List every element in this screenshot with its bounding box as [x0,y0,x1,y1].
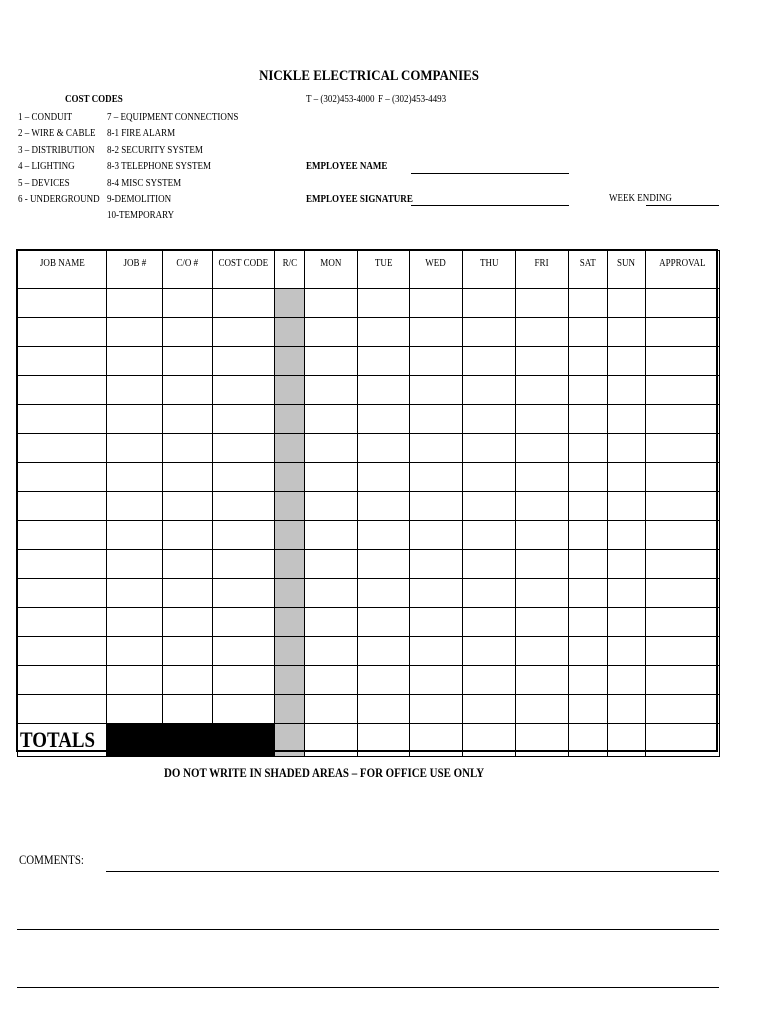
table-cell[interactable] [463,405,516,434]
table-cell[interactable] [646,550,720,579]
table-cell[interactable] [213,608,275,637]
table-cell[interactable] [646,637,720,666]
table-cell[interactable] [569,695,608,724]
table-cell[interactable] [608,579,646,608]
table-cell[interactable] [608,405,646,434]
table-cell[interactable] [516,463,569,492]
table-cell[interactable] [410,521,463,550]
totals-cell[interactable] [305,724,358,757]
table-cell[interactable] [213,347,275,376]
table-cell[interactable] [358,637,410,666]
employee-name-field[interactable] [411,173,569,174]
table-cell[interactable] [358,492,410,521]
table-cell[interactable] [646,376,720,405]
table-cell[interactable] [569,492,608,521]
table-cell [275,463,305,492]
table-cell[interactable] [305,376,358,405]
table-cell[interactable] [608,666,646,695]
table-cell[interactable] [213,434,275,463]
table-cell[interactable] [646,347,720,376]
table-cell[interactable] [410,289,463,318]
table-cell[interactable] [410,434,463,463]
table-cell[interactable] [410,405,463,434]
comments-label: COMMENTS: [19,852,84,867]
table-cell[interactable] [107,695,163,724]
table-cell[interactable] [107,608,163,637]
cost-code-item: 9-DEMOLITION [107,193,172,205]
table-cell[interactable] [608,608,646,637]
employee-signature-label: EMPLOYEE SIGNATURE [306,193,413,205]
cost-code-item: 3 – DISTRIBUTION [18,143,95,156]
cost-codes-title: COST CODES [65,93,123,105]
fax-number: F – (302)453-4493 [378,93,447,105]
table-cell[interactable] [107,289,163,318]
table-cell [275,492,305,521]
totals-cell[interactable] [358,724,410,757]
table-cell[interactable] [213,579,275,608]
table-cell[interactable] [18,434,107,463]
table-cell[interactable] [18,695,107,724]
office-use-notice: DO NOT WRITE IN SHADED AREAS – FOR OFFICE USE ONLY [164,765,485,780]
table-cell[interactable] [516,376,569,405]
table-cell[interactable] [646,463,720,492]
totals-row [18,724,720,757]
table-cell[interactable] [569,405,608,434]
table-cell[interactable] [569,579,608,608]
table-cell[interactable] [516,289,569,318]
table-cell[interactable] [516,608,569,637]
column-header: JOB NAME [18,251,107,289]
table-cell[interactable] [163,521,213,550]
table-cell[interactable] [569,434,608,463]
table-cell[interactable] [107,637,163,666]
table-cell[interactable] [608,492,646,521]
comments-line-1[interactable] [106,871,719,872]
table-cell[interactable] [358,376,410,405]
table-cell[interactable] [305,695,358,724]
table-cell[interactable] [107,405,163,434]
table-cell[interactable] [305,550,358,579]
table-cell[interactable] [608,318,646,347]
table-cell[interactable] [358,347,410,376]
totals-cell[interactable] [463,724,516,757]
table-cell[interactable] [608,434,646,463]
table-cell [275,666,305,695]
table-cell[interactable] [410,608,463,637]
table-cell[interactable] [608,550,646,579]
table-cell[interactable] [107,318,163,347]
totals-cell[interactable] [608,724,646,757]
table-cell[interactable] [516,666,569,695]
table-cell[interactable] [463,318,516,347]
phone-number: T – (302)453-4000 [306,93,375,105]
table-cell[interactable] [18,637,107,666]
table-cell[interactable] [569,637,608,666]
table-cell[interactable] [358,434,410,463]
table-cell[interactable] [358,550,410,579]
table-cell[interactable] [516,318,569,347]
table-cell[interactable] [569,376,608,405]
table-cell [275,405,305,434]
table-cell[interactable] [410,550,463,579]
table-cell[interactable] [163,695,213,724]
table-cell[interactable] [305,463,358,492]
table-row [18,637,720,666]
table-cell[interactable] [410,347,463,376]
table-cell[interactable] [646,405,720,434]
table-cell[interactable] [646,695,720,724]
table-cell[interactable] [608,521,646,550]
table-cell[interactable] [163,347,213,376]
table-row [18,376,720,405]
table-cell[interactable] [463,434,516,463]
table-cell[interactable] [213,637,275,666]
column-header: FRI [516,251,569,289]
timesheet-table [17,250,720,757]
table-cell[interactable] [410,695,463,724]
table-cell[interactable] [163,637,213,666]
column-header: SAT [569,251,608,289]
comments-line-2[interactable] [17,929,719,930]
table-cell[interactable] [569,521,608,550]
table-cell [275,376,305,405]
table-cell[interactable] [213,318,275,347]
column-header: WED [410,251,463,289]
cost-code-item: 6 - UNDERGROUND [18,193,100,205]
table-cell[interactable] [516,405,569,434]
table-cell[interactable] [646,608,720,637]
column-header: COST CODE [213,251,275,289]
table-cell [275,521,305,550]
table-cell[interactable] [516,434,569,463]
table-header-row [18,251,720,289]
table-cell[interactable] [213,666,275,695]
table-cell[interactable] [463,608,516,637]
table-cell[interactable] [163,463,213,492]
week-ending-field[interactable] [646,205,719,206]
comments-line-3[interactable] [17,987,719,988]
table-cell[interactable] [107,434,163,463]
table-cell[interactable] [358,318,410,347]
table-cell[interactable] [608,463,646,492]
table-cell[interactable] [516,550,569,579]
table-cell[interactable] [569,289,608,318]
table-cell[interactable] [107,492,163,521]
table-cell[interactable] [305,637,358,666]
table-cell[interactable] [305,347,358,376]
table-cell [275,434,305,463]
table-cell[interactable] [569,463,608,492]
table-cell[interactable] [213,695,275,724]
table-cell[interactable] [463,637,516,666]
table-cell[interactable] [163,492,213,521]
table-cell[interactable] [463,579,516,608]
table-cell[interactable] [18,463,107,492]
table-cell[interactable] [358,666,410,695]
table-cell[interactable] [358,405,410,434]
table-cell[interactable] [107,521,163,550]
column-header: MON [305,251,358,289]
table-row [18,289,720,318]
table-cell[interactable] [608,289,646,318]
cost-code-item: 10-TEMPORARY [107,209,175,222]
week-ending-label: WEEK ENDING [609,192,672,204]
table-row [18,608,720,637]
table-cell[interactable] [305,608,358,637]
table-cell[interactable] [463,666,516,695]
table-cell [275,347,305,376]
table-cell[interactable] [608,637,646,666]
table-cell[interactable] [213,405,275,434]
table-cell[interactable] [516,347,569,376]
table-cell[interactable] [358,289,410,318]
table-cell[interactable] [18,550,107,579]
table-cell[interactable] [608,347,646,376]
table-cell[interactable] [163,434,213,463]
cost-code-item: 4 – LIGHTING [18,160,75,173]
table-cell[interactable] [213,289,275,318]
table-cell[interactable] [163,318,213,347]
table-cell[interactable] [18,521,107,550]
table-cell[interactable] [305,289,358,318]
column-header: TUE [358,251,410,289]
table-cell[interactable] [463,376,516,405]
table-cell[interactable] [163,289,213,318]
table-cell [275,550,305,579]
table-cell[interactable] [646,521,720,550]
table-cell[interactable] [516,492,569,521]
table-cell[interactable] [608,376,646,405]
totals-cell[interactable] [410,724,463,757]
table-cell[interactable] [163,376,213,405]
table-cell[interactable] [305,579,358,608]
table-cell[interactable] [358,579,410,608]
employee-signature-field[interactable] [411,205,569,206]
table-cell[interactable] [410,376,463,405]
table-cell[interactable] [463,463,516,492]
employee-name-label: EMPLOYEE NAME [306,160,388,172]
table-cell [275,608,305,637]
cost-code-item: 2 – WIRE & CABLE [18,127,96,140]
table-cell[interactable] [516,695,569,724]
table-cell[interactable] [18,376,107,405]
column-header: JOB # [107,251,163,289]
table-row [18,463,720,492]
table-cell[interactable] [163,405,213,434]
table-cell[interactable] [163,579,213,608]
table-cell[interactable] [463,695,516,724]
table-cell[interactable] [646,318,720,347]
table-cell[interactable] [163,608,213,637]
company-title: NICKLE ELECTRICAL COMPANIES [259,68,479,84]
table-cell[interactable] [213,376,275,405]
table-cell[interactable] [410,579,463,608]
table-row [18,434,720,463]
table-cell[interactable] [358,463,410,492]
table-cell[interactable] [516,637,569,666]
table-cell [275,637,305,666]
table-cell[interactable] [305,434,358,463]
table-cell[interactable] [213,492,275,521]
table-cell[interactable] [410,637,463,666]
cost-code-item: 8-1 FIRE ALARM [107,127,176,140]
table-cell [275,695,305,724]
table-cell[interactable] [107,347,163,376]
table-cell[interactable] [646,492,720,521]
column-header: C/O # [163,251,213,289]
table-cell[interactable] [18,347,107,376]
totals-blocked-area [107,724,275,757]
table-cell[interactable] [358,608,410,637]
column-header: THU [463,251,516,289]
totals-cell[interactable] [569,724,608,757]
table-cell[interactable] [569,550,608,579]
table-cell[interactable] [18,608,107,637]
table-cell[interactable] [18,492,107,521]
table-cell[interactable] [163,550,213,579]
cost-code-item: 1 – CONDUIT [18,111,73,123]
table-cell[interactable] [410,463,463,492]
totals-rc-cell [275,724,305,757]
table-cell[interactable] [18,405,107,434]
table-cell[interactable] [569,318,608,347]
table-cell[interactable] [410,666,463,695]
table-row [18,666,720,695]
table-cell[interactable] [463,347,516,376]
table-cell[interactable] [213,463,275,492]
table-cell[interactable] [18,289,107,318]
table-cell[interactable] [646,434,720,463]
table-cell[interactable] [305,666,358,695]
table-row [18,318,720,347]
table-row [18,347,720,376]
table-cell[interactable] [516,521,569,550]
table-cell[interactable] [107,579,163,608]
table-cell[interactable] [107,376,163,405]
table-cell[interactable] [463,550,516,579]
table-row [18,579,720,608]
table-row [18,550,720,579]
table-cell[interactable] [358,521,410,550]
table-cell[interactable] [646,289,720,318]
column-header: R/C [275,251,305,289]
cost-code-item: 5 – DEVICES [18,176,70,189]
table-cell[interactable] [107,463,163,492]
table-cell[interactable] [569,347,608,376]
table-cell[interactable] [608,695,646,724]
table-cell[interactable] [463,289,516,318]
table-cell[interactable] [410,318,463,347]
cost-code-item: 8-4 MISC SYSTEM [107,176,182,189]
table-cell[interactable] [163,666,213,695]
table-cell[interactable] [213,521,275,550]
table-cell [275,318,305,347]
table-row [18,492,720,521]
table-cell[interactable] [358,695,410,724]
table-row [18,695,720,724]
totals-cell[interactable] [516,724,569,757]
table-cell[interactable] [213,550,275,579]
table-cell[interactable] [18,666,107,695]
table-cell[interactable] [107,550,163,579]
table-cell[interactable] [305,318,358,347]
table-cell[interactable] [305,521,358,550]
table-cell[interactable] [410,492,463,521]
table-cell[interactable] [646,579,720,608]
table-cell[interactable] [305,492,358,521]
table-cell[interactable] [463,492,516,521]
table-cell[interactable] [569,608,608,637]
table-cell[interactable] [569,666,608,695]
totals-label: TOTALS [18,724,107,757]
table-cell[interactable] [516,579,569,608]
totals-cell[interactable] [646,724,720,757]
column-header: APPROVAL [646,251,720,289]
cost-code-item: 8-3 TELEPHONE SYSTEM [107,160,212,173]
table-cell [275,289,305,318]
table-row [18,405,720,434]
table-cell[interactable] [305,405,358,434]
column-header: SUN [608,251,646,289]
table-cell[interactable] [18,318,107,347]
cost-code-item: 8-2 SECURITY SYSTEM [107,143,203,156]
table-row [18,521,720,550]
table-cell[interactable] [107,666,163,695]
table-cell[interactable] [463,521,516,550]
table-cell [275,579,305,608]
table-cell[interactable] [646,666,720,695]
table-cell[interactable] [18,579,107,608]
cost-code-item: 7 – EQUIPMENT CONNECTIONS [107,111,239,123]
